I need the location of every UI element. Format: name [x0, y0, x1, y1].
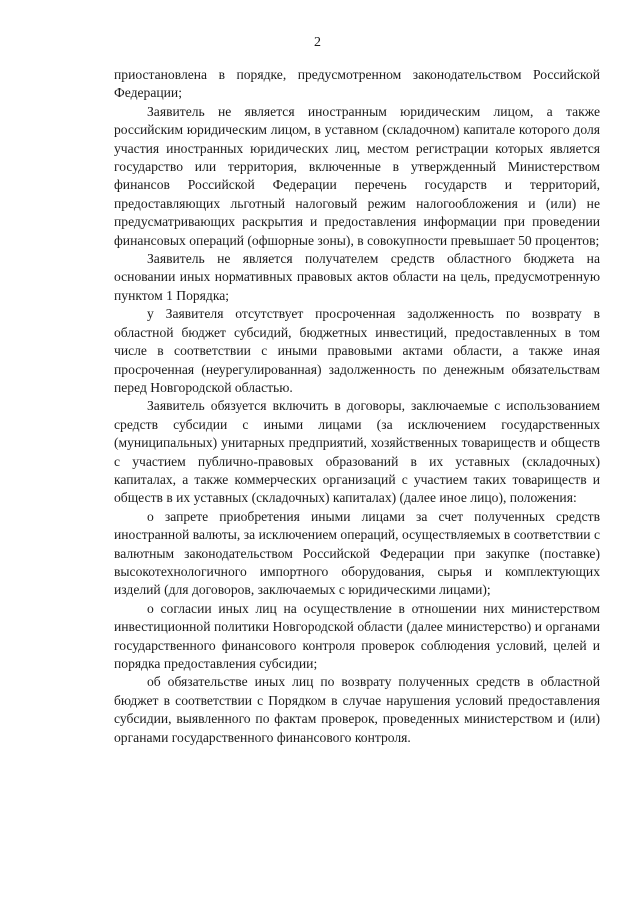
page-number: 2	[314, 35, 321, 50]
paragraph-refund-obligation: об обязательстве иных лиц по возврату полученных средств в областной бюджет в соответствии с Порядком в случае нарушения условий предоставления субсидии, выявленного по фактам проверок, проведенных министерством и (или) органами государственного финансового контроля.	[114, 674, 600, 745]
paragraph-currency-prohibition: о запрете приобретения иными лицами за счет полученных средств иностранной валюты, за исключением операций, осуществляемых в соответствии с валютным законодательством Российской Федерации при закупке (поставке) высокотехнологичного импортного оборудования, сырья и комплектующих изделий (для договоров, заключаемых с юридическими лицами);	[114, 508, 600, 598]
paragraph-obligation: Заявитель обязуется включить в договоры, заключаемые с использованием средств субсидии с иными лицами (за исключением государственных (муниципальных) унитарных предприятий, хозяйственных товариществ и обществ с участием публично-правовых образований в их уставных (складочных) капиталах, а также коммерческих организаций с участием таких товариществ и обществ в их уставных (складочных) капиталах) (далее иное лицо), положения:	[114, 398, 600, 506]
paragraph-foreign-entity: Заявитель не является иностранным юридическим лицом, а также российским юридическим лицом, в уставном (складочном) капитале которого доля участия иностранных юридических лиц, местом регистрации которых является государство или территория, включенные в утвержденный Министерством финансов Российской Федерации перечень государств и территорий, предоставляющих льготный налоговый режим налогообложения и (или) не предусматривающих раскрытия и предоставления информации при проведении финансовых операций (офшорные зоны), в совокупности превышает 50 процентов;	[114, 103, 600, 248]
paragraph-budget-recipient: Заявитель не является получателем средств областного бюджета на основании иных нормативных правовых актов области на цель, предусмотренную пунктом 1 Порядка;	[114, 251, 600, 303]
paragraph-overdue-debt: у Заявителя отсутствует просроченная задолженность по возврату в областной бюджет субсидий, бюджетных инвестиций, предоставленных в том числе в соответствии с иными правовыми актами области, а также иная просроченная (неурегулированная) задолженность по денежным обязательствам перед Новгородской областью.	[114, 306, 600, 395]
paragraph-inspection-consent: о согласии иных лиц на осуществление в отношении них министерством инвестиционной политики Новгородской области (далее министерство) и органами государственного финансового контроля проверок соблюдения условий, целей и порядка предоставления субсидии;	[114, 600, 600, 671]
document-body	[114, 66, 600, 747]
paragraph-continuation: приостановлена в порядке, предусмотренном законодательством Российской Федерации;	[114, 67, 600, 101]
